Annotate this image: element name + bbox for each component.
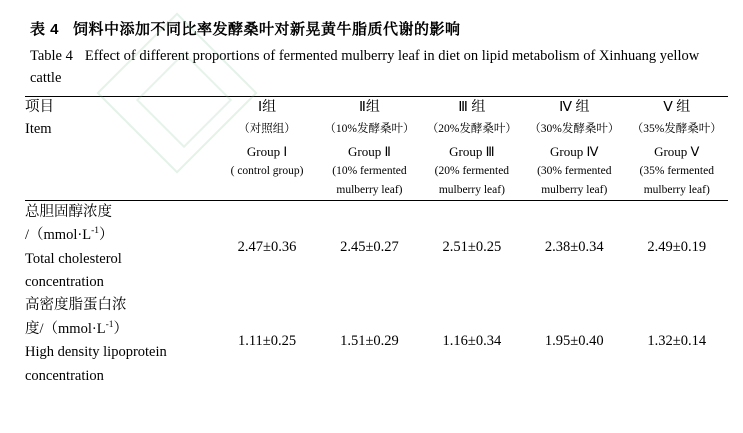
row-2-label — [25, 294, 216, 388]
column-header-group-1 — [216, 96, 318, 200]
group-3-cn-sub: （20%发酵桑叶） — [426, 122, 517, 135]
group-2-cn-name: Ⅱ组 — [359, 99, 380, 115]
table-caption-english-text: Effect of different proportions of fermented mulberry leaf in diet on lipid metabolism of Xinhuang yellow cattle — [30, 48, 700, 87]
table-caption-chinese-text: 饲料中添加不同比率发酵桑叶对新晃黄牛脂质代谢的影响 — [73, 21, 461, 38]
row-1-label-line-1: 总胆固醇浓度 — [25, 203, 112, 220]
row-2-value-group-1: 1.11±0.25 — [237, 332, 297, 349]
group-3-en-sub1: (20% fermented — [434, 165, 510, 178]
row-1-value-group-3: 2.51±0.25 — [442, 239, 502, 255]
row-1-value-group-4: 2.38±0.34 — [544, 239, 604, 255]
table-caption-chinese — [30, 18, 725, 39]
superscript-minus-one: -1 — [91, 226, 99, 237]
group-3-en-name: Group Ⅲ — [449, 144, 495, 160]
row-2-value-group-5: 1.32±0.14 — [647, 332, 707, 349]
row-1-value-group-5: 2.49±0.19 — [647, 239, 707, 255]
table-body — [25, 200, 728, 388]
column-header-item-en: Item — [25, 120, 52, 137]
row-1-label — [25, 200, 216, 294]
superscript-minus-one: -1 — [105, 320, 114, 331]
column-header-group-5 — [626, 96, 729, 200]
column-header-item — [25, 96, 216, 200]
row-1-label-line-3: Total cholesterol — [25, 250, 122, 267]
table-header-row — [25, 96, 728, 200]
group-3-en-sub2: mulberry leaf) — [438, 183, 505, 196]
row-2-value-group-3: 1.16±0.34 — [442, 332, 502, 349]
group-5-cn-sub: （35%发酵桑叶） — [631, 122, 722, 135]
table-caption-english — [30, 45, 725, 90]
lipid-metabolism-table — [25, 96, 728, 388]
group-4-en-sub1: (30% fermented — [537, 165, 612, 178]
row-2-label-line-3: High density lipoprotein — [25, 344, 167, 361]
table-row — [25, 200, 728, 294]
row-2-label-line-1: 高密度脂蛋白浓 — [25, 297, 127, 314]
group-1-cn-name: Ⅰ组 — [257, 99, 277, 115]
row-2-value-group-2: 1.51±0.29 — [340, 332, 399, 349]
group-4-en-sub2: mulberry leaf) — [541, 183, 608, 196]
group-2-en-sub1: (10% fermented — [332, 165, 407, 178]
column-header-group-2 — [318, 96, 420, 200]
row-2-label-line-2: 度$/(mmol\cdot L^{-1})$ — [25, 320, 128, 337]
group-4-cn-name: Ⅳ 组 — [559, 99, 590, 115]
table-caption-chinese-number: 表 4 — [30, 21, 60, 38]
group-1-cn-sub: （对照组） — [238, 122, 296, 135]
group-3-cn-name: Ⅲ 组 — [458, 99, 486, 115]
row-1-label-line-2: $/(mmol\cdot L^{-1})$ — [25, 226, 114, 244]
row-1-label-line-4: concentration — [25, 273, 104, 290]
table-caption-english-number: Table 4 — [30, 48, 73, 64]
column-header-item-cn: 项目 — [25, 98, 54, 115]
column-header-group-3 — [421, 96, 523, 200]
row-1-value-group-1: 2.47±0.36 — [237, 239, 297, 255]
group-1-en-sub1: ( control group) — [230, 165, 304, 178]
group-4-en-name: Group Ⅳ — [550, 144, 599, 160]
group-2-cn-sub: （10%发酵桑叶） — [324, 122, 415, 135]
group-2-en-sub2: mulberry leaf) — [336, 183, 403, 196]
row-2-value-group-4: 1.95±0.40 — [544, 332, 604, 349]
group-5-en-name: Group Ⅴ — [654, 144, 700, 160]
group-5-en-sub2: mulberry leaf) — [643, 183, 710, 196]
group-4-cn-sub: （30%发酵桑叶） — [529, 122, 620, 135]
group-5-en-sub1: (35% fermented — [639, 165, 714, 178]
table-head — [25, 96, 728, 200]
row-1-value-group-2: 2.45±0.27 — [340, 239, 399, 255]
group-5-cn-name: Ⅴ 组 — [663, 99, 691, 115]
column-header-group-4 — [523, 96, 625, 200]
group-2-en-name: Group Ⅱ — [348, 144, 391, 160]
group-1-en-name: Group Ⅰ — [246, 144, 288, 160]
row-2-label-line-4: concentration — [25, 367, 104, 384]
table-row — [25, 294, 728, 388]
